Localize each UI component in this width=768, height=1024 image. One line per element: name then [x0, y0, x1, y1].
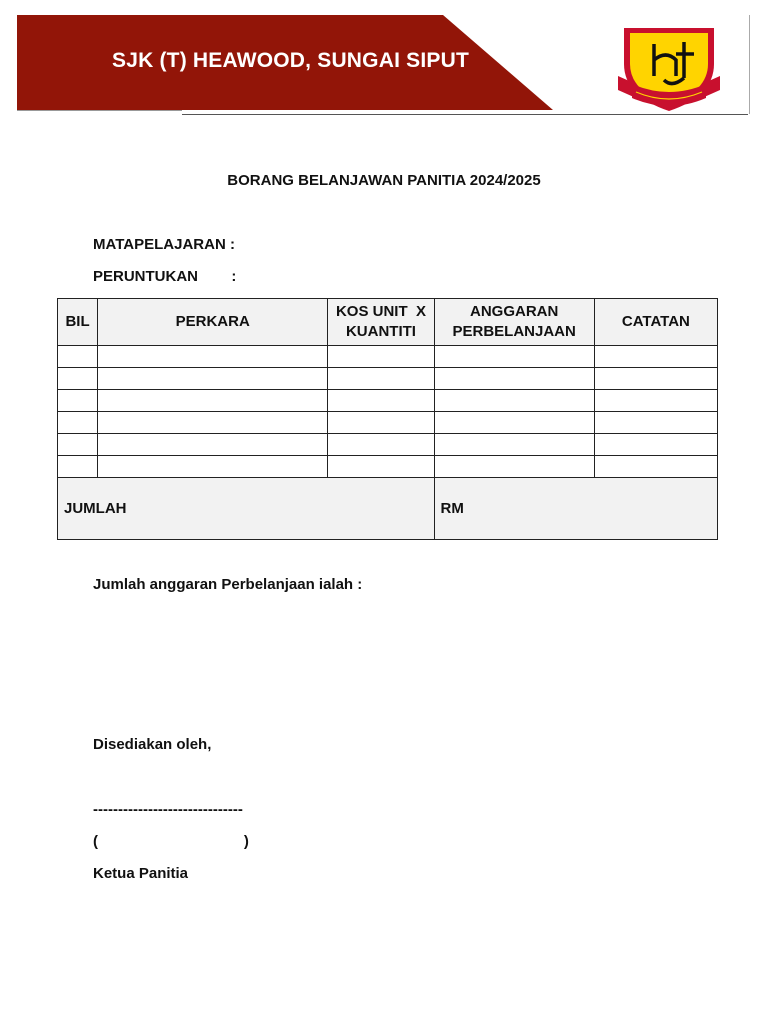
cell-catatan[interactable] — [594, 368, 717, 390]
header-anggaran — [434, 299, 594, 346]
cell-anggaran[interactable] — [434, 412, 594, 434]
cell-bil[interactable] — [58, 390, 98, 412]
cell-perkara[interactable] — [98, 390, 328, 412]
header-kos-line1: KOS UNIT X — [335, 303, 426, 320]
table-row — [58, 456, 718, 478]
cell-catatan[interactable] — [594, 412, 717, 434]
cell-perkara[interactable] — [98, 368, 328, 390]
name-brackets[interactable]: ( ) — [93, 833, 249, 850]
header-rule-right — [749, 15, 750, 114]
prepared-by-label: Disediakan oleh, — [93, 736, 212, 753]
table-row — [58, 368, 718, 390]
cell-catatan[interactable] — [594, 456, 717, 478]
table-row — [58, 346, 718, 368]
signature-line[interactable]: ------------------------------ — [93, 801, 243, 818]
header-catatan: CATATAN — [594, 299, 717, 346]
header-kos — [328, 299, 434, 346]
header-perkara: PERKARA — [98, 299, 328, 346]
cell-kos[interactable] — [328, 346, 434, 368]
header-bil: BIL — [58, 299, 98, 346]
total-amount[interactable]: RM — [434, 478, 717, 540]
cell-kos[interactable] — [328, 434, 434, 456]
total-row — [58, 478, 718, 540]
cell-kos[interactable] — [328, 456, 434, 478]
header-rule — [182, 114, 748, 115]
cell-anggaran[interactable] — [434, 368, 594, 390]
cell-kos[interactable] — [328, 368, 434, 390]
header-anggaran-line1: ANGGARAN — [469, 303, 559, 320]
cell-catatan[interactable] — [594, 390, 717, 412]
table-row — [58, 390, 718, 412]
cell-anggaran[interactable] — [434, 346, 594, 368]
table-row — [58, 434, 718, 456]
form-title: BORANG BELANJAWAN PANITIA 2024/2025 — [227, 172, 541, 189]
cell-perkara[interactable] — [98, 434, 328, 456]
subject-label: MATAPELAJARAN : — [93, 236, 235, 253]
cell-kos[interactable] — [328, 412, 434, 434]
cell-catatan[interactable] — [594, 434, 717, 456]
cell-kos[interactable] — [328, 390, 434, 412]
cell-anggaran[interactable] — [434, 434, 594, 456]
cell-anggaran[interactable] — [434, 390, 594, 412]
total-label: JUMLAH — [58, 478, 435, 540]
cell-bil[interactable] — [58, 368, 98, 390]
header-kos-line2: KUANTITI — [345, 323, 416, 340]
cell-bil[interactable] — [58, 434, 98, 456]
school-crest-logo — [614, 14, 724, 114]
cell-perkara[interactable] — [98, 456, 328, 478]
position-label: Ketua Panitia — [93, 865, 189, 882]
table-row — [58, 412, 718, 434]
cell-bil[interactable] — [58, 412, 98, 434]
table-header-row — [58, 299, 718, 346]
school-name: SJK (T) HEAWOOD, SUNGAI SIPUT — [112, 49, 469, 72]
budget-table — [57, 298, 718, 540]
cell-bil[interactable] — [58, 456, 98, 478]
cell-perkara[interactable] — [98, 346, 328, 368]
allocation-label: PERUNTUKAN : — [93, 268, 237, 285]
cell-perkara[interactable] — [98, 412, 328, 434]
header-anggaran-line2: PERBELANJAAN — [452, 323, 576, 340]
cell-anggaran[interactable] — [434, 456, 594, 478]
cell-catatan[interactable] — [594, 346, 717, 368]
total-statement: Jumlah anggaran Perbelanjaan ialah : — [93, 576, 363, 593]
cell-bil[interactable] — [58, 346, 98, 368]
header-rule-left — [17, 110, 182, 111]
